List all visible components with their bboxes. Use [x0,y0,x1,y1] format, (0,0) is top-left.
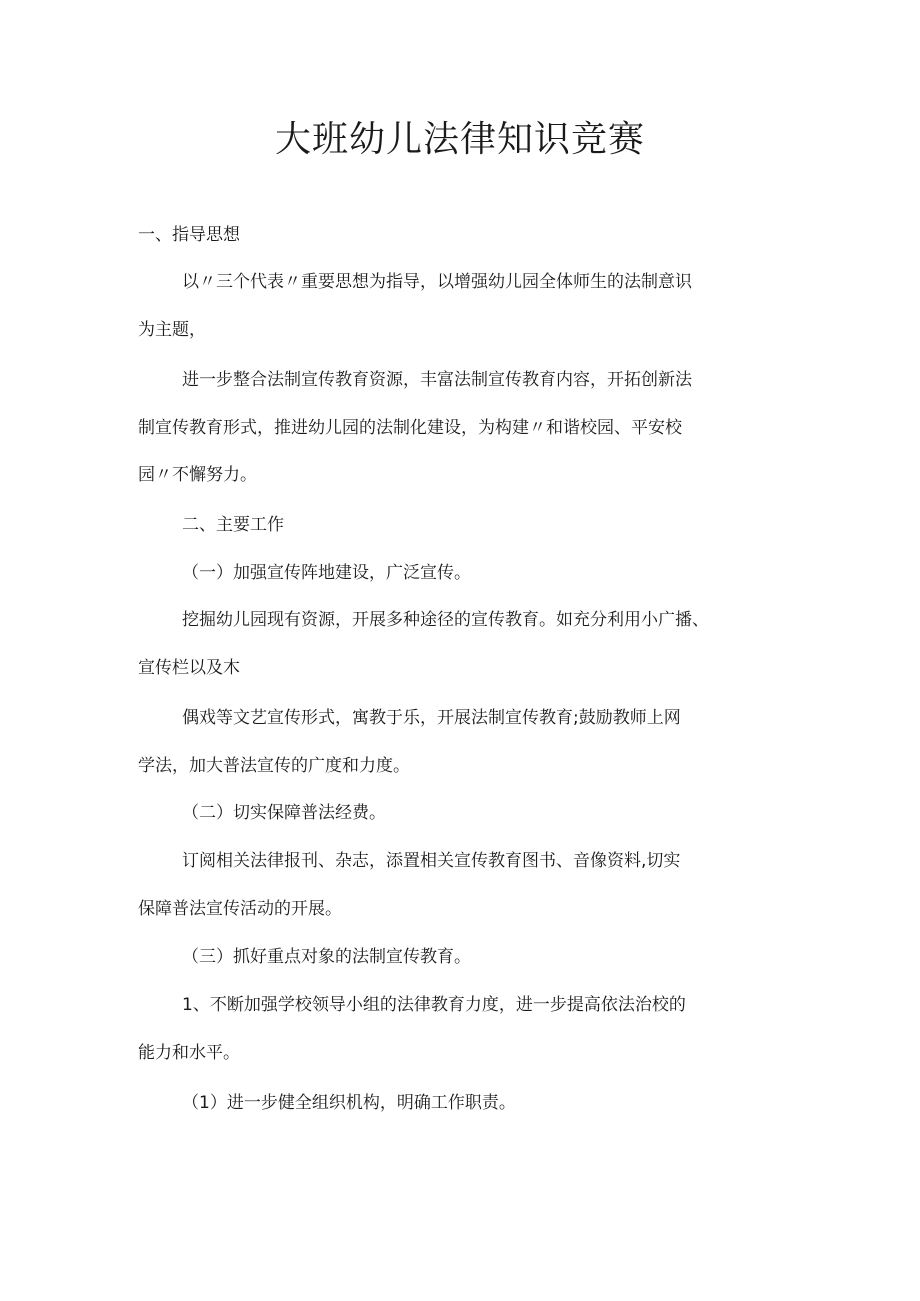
subheading-1: （一）加强宣传阵地建设，广泛宣传。 [182,563,471,583]
paragraph-line: 挖掘幼儿园现有资源，开展多种途径的宣传教育。如充分利用小广播、 [182,610,709,630]
paragraph-line: 能力和水平。 [138,1043,240,1063]
paragraph-line: 为主题， [138,320,206,340]
paragraph-line: 进一步整合法制宣传教育资源，丰富法制宣传教育内容，开拓创新法 [182,370,692,390]
paragraph-line: 1、不断加强学校领导小组的法律教育力度，进一步提高依法治校的 [182,995,686,1015]
paragraph-line: 园〃不懈努力。 [138,465,257,485]
paragraph-line: 保障普法宣传活动的开展。 [138,899,342,919]
list-item: （1）进一步健全组织机构，明确工作职责。 [182,1093,516,1113]
heading-guiding-ideology: 一、指导思想 [138,225,240,245]
paragraph-line: 订阅相关法律报刊、杂志，添置相关宣传教育图书、音像资料,切实 [182,851,681,871]
paragraph-line: 偶戏等文艺宣传形式，寓教于乐，开展法制宣传教育;鼓励教师上网 [182,708,681,728]
paragraph-line: 宣传栏以及木 [138,658,240,678]
paragraph-line: 以〃三个代表〃重要思想为指导，以增强幼儿园全体师生的法制意识 [182,272,692,292]
subheading-3: （三）抓好重点对象的法制宣传教育。 [182,947,471,967]
paragraph-line: 学法，加大普法宣传的广度和力度。 [138,756,410,776]
heading-main-work: 二、主要工作 [182,515,284,535]
subheading-2: （二）切实保障普法经费。 [182,803,386,823]
document-title: 大班幼儿法律知识竞赛 [274,119,645,160]
paragraph-line: 制宣传教育形式，推进幼儿园的法制化建设，为构建〃和谐校园、平安校 [138,418,682,438]
